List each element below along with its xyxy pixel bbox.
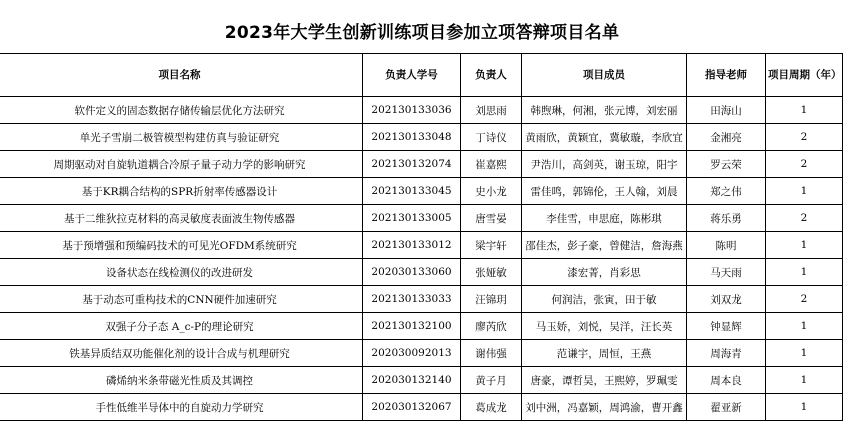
student-id-cell: 202130133033	[363, 286, 461, 313]
period-cell: 1	[766, 313, 843, 340]
header-leader: 负责人	[461, 54, 522, 97]
period-cell: 2	[766, 151, 843, 178]
advisor-cell: 周海青	[687, 340, 766, 367]
student-id-cell: 202130133045	[363, 178, 461, 205]
project-name-cell: 手性低维半导体中的自旋动力学研究	[0, 394, 363, 421]
members-cell: 尹浩川，高剑英，谢玉琼，阳宇	[522, 151, 687, 178]
leader-cell: 葛成龙	[461, 394, 522, 421]
members-cell: 范谦宇，周恒，王燕	[522, 340, 687, 367]
advisor-cell: 翟亚新	[687, 394, 766, 421]
leader-cell: 谢伟强	[461, 340, 522, 367]
student-id-cell: 202030132140	[363, 367, 461, 394]
table-row	[0, 178, 843, 205]
advisor-cell: 蒋乐勇	[687, 205, 766, 232]
members-cell: 唐豪，谭哲昊，王熙婷，罗珮雯	[522, 367, 687, 394]
header-project-name: 项目名称	[0, 54, 363, 97]
project-name-cell: 周期驱动对自旋轨道耦合冷原子量子动力学的影响研究	[0, 151, 363, 178]
advisor-cell: 周本良	[687, 367, 766, 394]
period-cell: 1	[766, 178, 843, 205]
leader-cell: 刘思雨	[461, 97, 522, 124]
members-cell: 刘中洲，冯嘉颖，周鸿渝，曹开鑫	[522, 394, 687, 421]
period-cell: 1	[766, 259, 843, 286]
period-cell: 1	[766, 367, 843, 394]
header-members: 项目成员	[522, 54, 687, 97]
leader-cell: 唐雪晏	[461, 205, 522, 232]
members-cell: 韩煦琳，何湘，张元博，刘宏丽	[522, 97, 687, 124]
period-cell: 2	[766, 286, 843, 313]
header-row	[0, 54, 843, 97]
project-name-cell: 磷烯纳米条带磁光性质及其调控	[0, 367, 363, 394]
advisor-cell: 陈明	[687, 232, 766, 259]
project-name-cell: 基于KR耦合结构的SPR折射率传感器设计	[0, 178, 363, 205]
members-cell: 漆宏菁，肖彩思	[522, 259, 687, 286]
student-id-cell: 202130132074	[363, 151, 461, 178]
members-cell: 雷佳鸣，郭锦伦，王人翰，刘晨	[522, 178, 687, 205]
page-title: 2023年大学生创新训练项目参加立项答辩项目名单	[224, 23, 620, 43]
leader-cell: 汪锦玥	[461, 286, 522, 313]
student-id-cell: 202030133060	[363, 259, 461, 286]
project-name-cell: 软件定义的固态数据存储传输层优化方法研究	[0, 97, 363, 124]
project-name-cell: 基于动态可重构技术的CNN硬件加速研究	[0, 286, 363, 313]
members-cell: 何润洁，张寅，田于敏	[522, 286, 687, 313]
period-cell: 1	[766, 97, 843, 124]
advisor-cell: 田海山	[687, 97, 766, 124]
table-row	[0, 151, 843, 178]
project-name-cell: 铁基异质结双功能催化剂的设计合成与机理研究	[0, 340, 363, 367]
table-row	[0, 97, 843, 124]
leader-cell: 丁诗仪	[461, 124, 522, 151]
table-row	[0, 286, 843, 313]
table-header	[0, 54, 843, 97]
project-name-cell: 基于二维狄拉克材料的高灵敏度表面波生物传感器	[0, 205, 363, 232]
project-table	[0, 53, 843, 421]
members-cell: 黄雨欣，黄颖宜，冀敏璇，李欣宜	[522, 124, 687, 151]
student-id-cell: 202130133036	[363, 97, 461, 124]
period-cell: 1	[766, 340, 843, 367]
advisor-cell: 刘双龙	[687, 286, 766, 313]
leader-cell: 崔嘉熙	[461, 151, 522, 178]
project-name-cell: 基于预增强和预编码技术的可见光OFDM系统研究	[0, 232, 363, 259]
period-cell: 2	[766, 205, 843, 232]
leader-cell: 梁宇轩	[461, 232, 522, 259]
table-row	[0, 394, 843, 421]
table-row	[0, 124, 843, 151]
student-id-cell: 202030132067	[363, 394, 461, 421]
header-student-id: 负责人学号	[363, 54, 461, 97]
table-row	[0, 367, 843, 394]
table-row	[0, 205, 843, 232]
members-cell: 邵佳杰，彭子豪，曾健洁，詹海燕	[522, 232, 687, 259]
table-row	[0, 340, 843, 367]
table-body	[0, 97, 843, 421]
leader-cell: 廖芮欣	[461, 313, 522, 340]
project-name-cell: 双强子分子态 A_c-P的理论研究	[0, 313, 363, 340]
advisor-cell: 罗云荣	[687, 151, 766, 178]
period-cell: 1	[766, 394, 843, 421]
period-cell: 1	[766, 232, 843, 259]
student-id-cell: 202130133048	[363, 124, 461, 151]
table-row	[0, 313, 843, 340]
advisor-cell: 郑之伟	[687, 178, 766, 205]
student-id-cell: 202030092013	[363, 340, 461, 367]
student-id-cell: 202130133005	[363, 205, 461, 232]
advisor-cell: 钟显辉	[687, 313, 766, 340]
leader-cell: 史小龙	[461, 178, 522, 205]
table-row	[0, 232, 843, 259]
header-period: 项目周期（年）	[766, 54, 843, 97]
advisor-cell: 金湘亮	[687, 124, 766, 151]
student-id-cell: 202130132100	[363, 313, 461, 340]
members-cell: 李佳雪，申思庭，陈彬琪	[522, 205, 687, 232]
table-row	[0, 259, 843, 286]
project-name-cell: 单光子雪崩二极管模型构建仿真与验证研究	[0, 124, 363, 151]
leader-cell: 黄子月	[461, 367, 522, 394]
period-cell: 2	[766, 124, 843, 151]
leader-cell: 张娅敏	[461, 259, 522, 286]
project-name-cell: 设备状态在线检测仪的改进研发	[0, 259, 363, 286]
advisor-cell: 马天雨	[687, 259, 766, 286]
header-advisor: 指导老师	[687, 54, 766, 97]
student-id-cell: 202130133012	[363, 232, 461, 259]
members-cell: 马玉娇，刘悦，吴洋，汪长英	[522, 313, 687, 340]
